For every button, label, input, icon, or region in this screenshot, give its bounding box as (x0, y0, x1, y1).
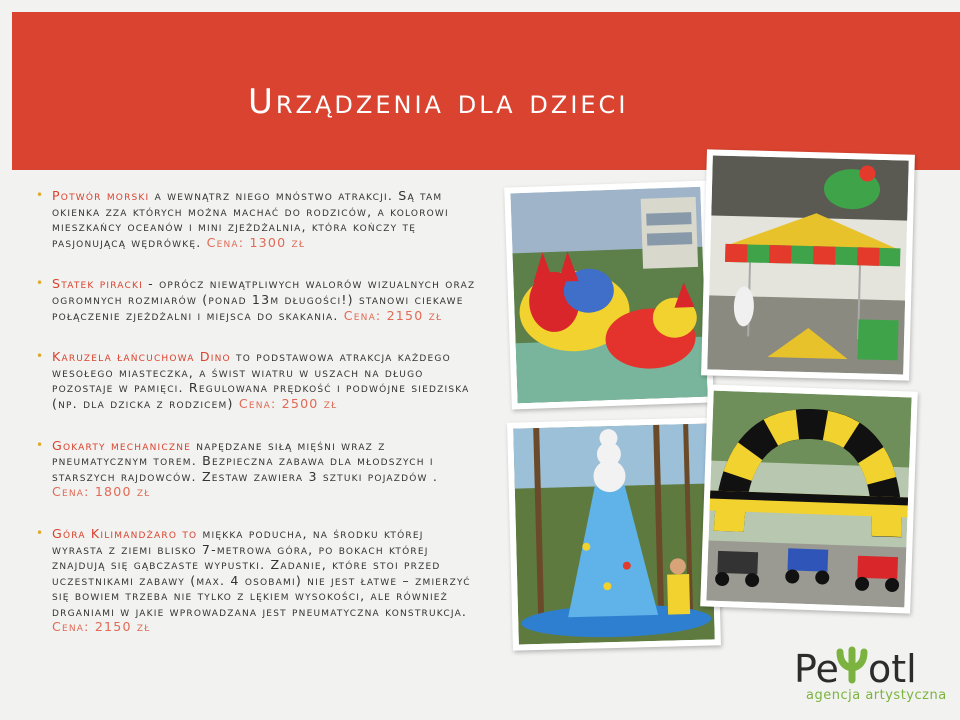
attractions-list (36, 188, 476, 661)
bullet-icon: • (36, 188, 45, 202)
carousel-image (707, 155, 909, 374)
list-item (36, 349, 476, 411)
bullet-icon: • (36, 525, 45, 540)
item-name: Góra Kilimandżaro to (52, 525, 198, 541)
item-price: Cena: 1300 zł (206, 234, 306, 250)
svg-text:Pe: Pe (794, 647, 839, 691)
bullet-icon: • (36, 349, 45, 364)
item-name: Statek piracki (52, 276, 143, 292)
list-item (36, 526, 476, 635)
item-price: Cena: 1800 zł (52, 484, 151, 500)
item-price: Cena: 2500 zł (238, 395, 338, 411)
sea-monster-image (510, 187, 707, 404)
item-description: a wewnątrz niego mnóstwo atrakcji. Są tam okienka zza których można machać do rodziców, a kolorowi mieszkańcy oceanów i mini zjeżdżalnia, która kończy tę pasjonującą wędrówkę. (52, 188, 449, 250)
logo-tagline: agencja artystyczna (806, 688, 947, 703)
item-description: to podstawowa atrakcja każdego wesołego miasteczka, a świst wiatru w uszach na długo pozostaje w pamięci. Regulowana prędkość i podwójne siedziska (np. dla dzicka z rodzicem) (52, 349, 470, 411)
item-name: Karuzela łańcuchowa Dino (52, 349, 231, 365)
go-karts-image (706, 391, 911, 608)
photo-carousel (701, 149, 915, 380)
bullet-icon: • (36, 437, 45, 452)
list-item (36, 438, 476, 500)
item-name: Potwór morski (52, 188, 150, 203)
item-description: miękka poducha, na środku której wyrasta z ziemi blisko 7-metrowa góra, po bokach której znajdują się gąbczaste wypustki. Zadanie, które stoi przed uczestnikami zabawy (max. 4 osobami) nie jest łatwe – zmierzyć się bowiem trzeba nie tylko z lękiem wysokości, ale również drganiami w jakie wprowadzana jest pneumatyczna konstrukcja. (52, 525, 471, 619)
list-item (36, 276, 476, 323)
kilimanjaro-image (513, 423, 715, 644)
item-description: napędzane siłą mięśni wraz z pneumatycznym torem. Bezpieczna zabawa dla młodszych i starszych rajdowców. Zestaw zawiera 3 sztuki pojazdów . (52, 437, 439, 484)
peyotl-logo (792, 640, 947, 710)
list-item (36, 188, 476, 250)
item-price: Cena: 2150 zł (52, 619, 151, 635)
item-name: Gokarty mechaniczne (52, 437, 192, 453)
bullet-icon: • (36, 276, 45, 291)
item-description: - oprócz niewątpliwych walorów wizualnych oraz ogromnych rozmiarów (ponad 13m długości!) stanowi ciekawe połączenie zjeżdżalni i miejsca do skakania. (52, 276, 476, 323)
svg-text:otl: otl (868, 647, 917, 691)
page-title: Urządzenia dla dzieci (248, 82, 629, 122)
photo-kilimanjaro (507, 417, 721, 650)
photo-sea-monster (504, 181, 714, 410)
item-price: Cena: 2150 zł (343, 307, 443, 323)
photo-go-karts (700, 384, 918, 613)
